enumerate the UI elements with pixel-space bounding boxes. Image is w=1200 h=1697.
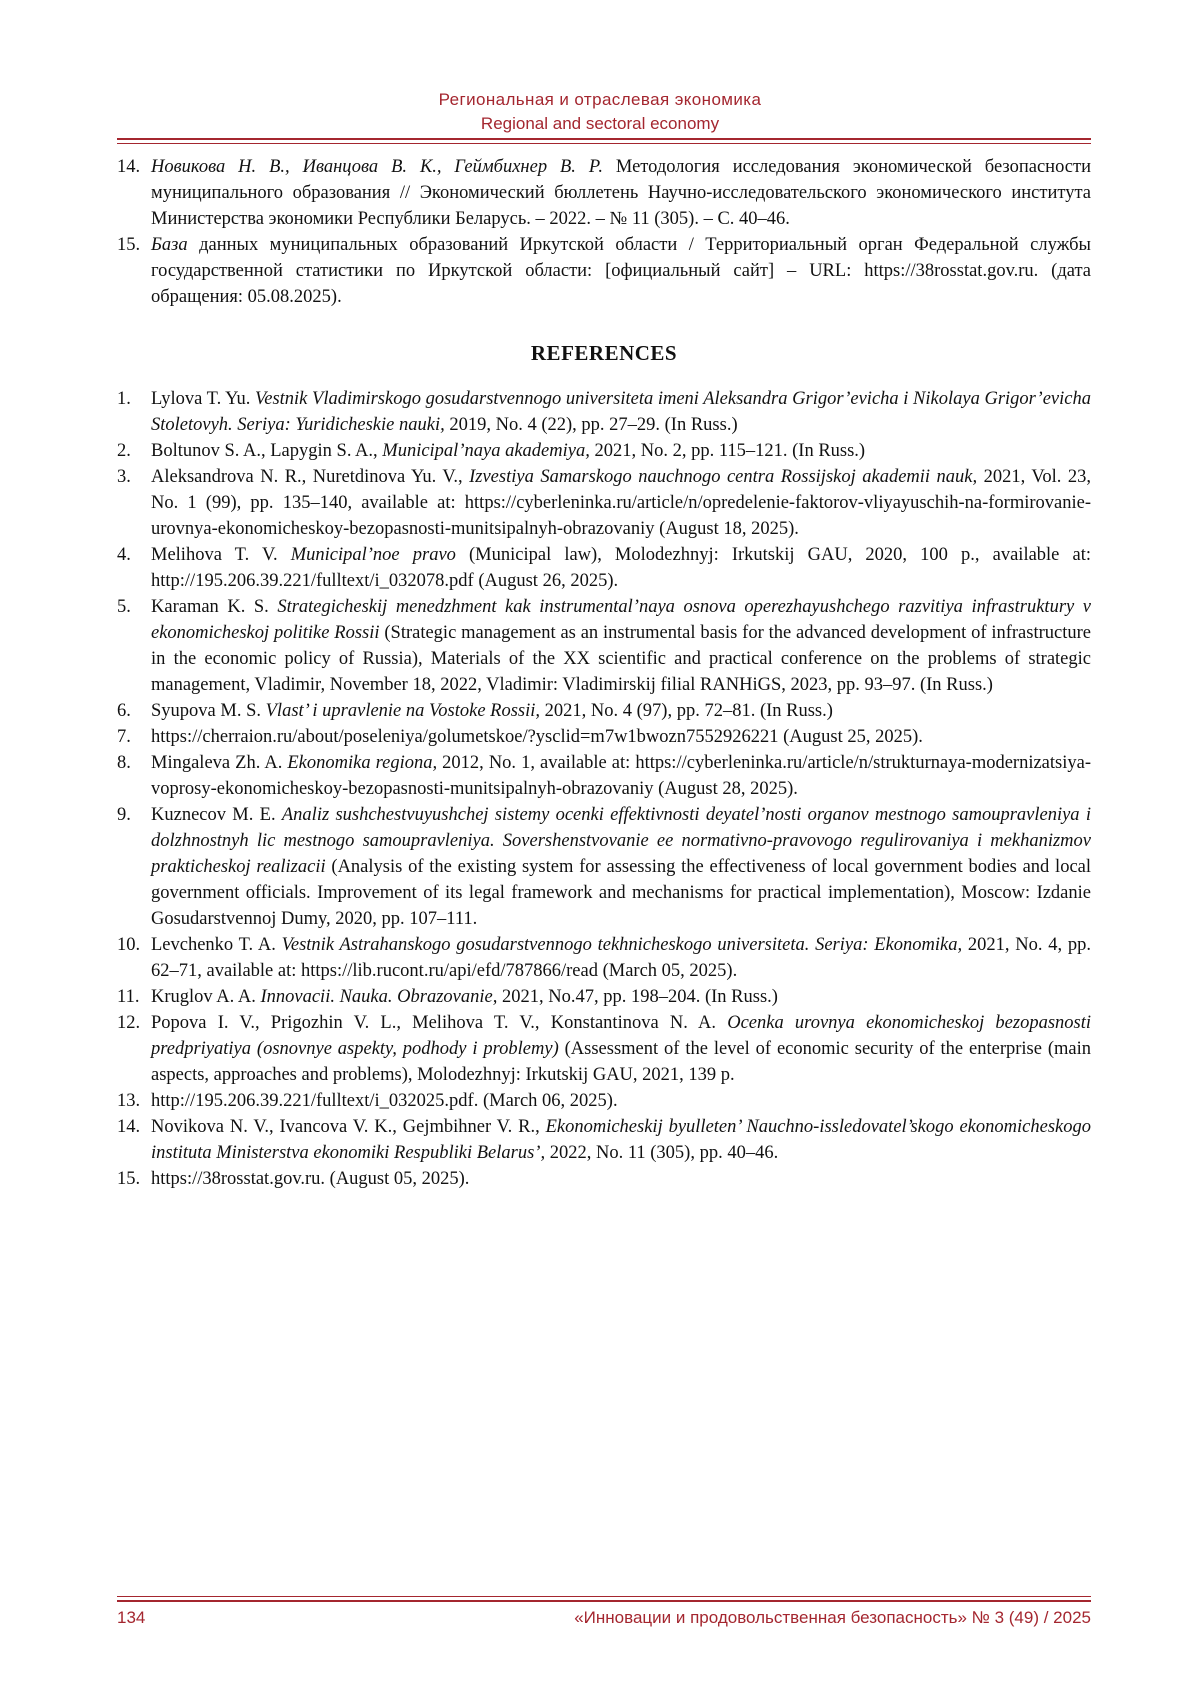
ref-title: Vestnik Astrahanskogo gosudarstvennogo tekhnicheskogo universiteta. Seriya: Ekonomika, xyxy=(281,935,963,955)
ru-reference-item xyxy=(117,232,1091,310)
reference-item xyxy=(117,932,1091,984)
ref-title: Municipal’naya akademiya, xyxy=(382,441,590,461)
reference-item xyxy=(117,984,1091,1010)
ref-suffix: 2021, No. 2, pp. 115–121. (In Russ.) xyxy=(589,441,866,461)
ref-prefix: Novikova N. V., Ivancova V. K., Gejmbihner V. R., xyxy=(151,1117,546,1137)
reference-item xyxy=(117,594,1091,698)
ref-suffix: 2021, No. 4, pp. 62–71, available at: https://lib.rucont.ru/api/efd/787866/read (March 05, 2025). xyxy=(151,935,1091,981)
ref-suffix: (Strategic management as an instrumental basis for the advanced development of infrastructure in the economic policy of Russia), Materials of the XX scientific and practical conference on the problems of strategic management, Vladimir, November 18, 2022, Vladimir: Vladimirskij filial RANHiGS, 2023, pp. 93–97. (In Russ.) xyxy=(151,623,1091,695)
ref-number: 13. xyxy=(117,1091,141,1111)
ref-prefix: Boltunov S. A., Lapygin S. A., xyxy=(151,441,383,461)
ref-prefix: Levchenko T. A. xyxy=(151,935,282,955)
ref-title: Analiz sushchestvuyushchej sistemy ocenki effektivnosti deyatel’nosti organov mestnogo samoupravleniya i dolzhnostnyh lic mestnogo samoupravleniya. Sovershenstvovanie ee normativno-pravovogo regulirovaniya i mekhanizmov prakticheskoj realizacii xyxy=(151,805,1091,877)
journal-citation: «Инновации и продовольственная безопасность» № 3 (49) / 2025 xyxy=(574,1608,1091,1627)
ref-text: данных муниципальных образований Иркутской области / Территориальный орган Федеральной службы государственной статистики по Иркутской области: [официальный сайт] – URL: https://38rosstat.gov.ru. (дата обращения: 05.08.2025). xyxy=(151,235,1091,307)
ref-number: 12. xyxy=(117,1013,141,1033)
reference-item xyxy=(117,1010,1091,1088)
references-heading: REFERENCES xyxy=(530,341,678,365)
ref-suffix: (Municipal law), Molodezhnyj: Irkutskij GAU, 2020, 100 p., available at: http://195.206.39.221/fulltext/i_032078.pdf (August 26, 2025). xyxy=(151,545,1091,591)
ref-number: 5. xyxy=(117,597,131,617)
reference-item xyxy=(117,464,1091,542)
ref-prefix: Lylova T. Yu. xyxy=(151,389,255,409)
ref-number: 9. xyxy=(117,805,131,825)
running-header xyxy=(0,88,1200,136)
ref-number: 3. xyxy=(117,467,131,487)
reference-item xyxy=(117,438,1091,464)
ref-suffix: 2022, No. 11 (305), pp. 40–46. xyxy=(545,1143,779,1163)
ref-number: 8. xyxy=(117,753,131,773)
reference-item xyxy=(117,386,1091,438)
ref-suffix: (Assessment of the level of economic security of the enterprise (main aspects, approaches and problems), Molodezhnyj: Irkutskij GAU, 2021, 139 p. xyxy=(151,1039,1091,1085)
ref-number: 6. xyxy=(117,701,131,721)
reference-item xyxy=(117,542,1091,594)
reference-item xyxy=(117,750,1091,802)
ref-prefix: Mingaleva Zh. A. xyxy=(151,753,288,773)
ref-title: Vlast’ i upravlenie na Vostoke Rossii, xyxy=(265,701,541,721)
header-rule-bottom xyxy=(117,143,1091,144)
ref-title: Izvestiya Samarskogo nauchnogo centra Rossijskoj akademii nauk, xyxy=(469,467,978,487)
ref-suffix: 2021, No.47, pp. 198–204. (In Russ.) xyxy=(497,987,778,1007)
ref-number: 10. xyxy=(117,935,141,955)
ref-prefix: http://195.206.39.221/fulltext/i_032025.pdf. (March 06, 2025). xyxy=(151,1091,618,1111)
ref-title: Ocenka urovnya ekonomicheskoj bezopasnosti predpriyatiya (osnovnye aspekty, podhody i problemy) xyxy=(151,1013,1092,1059)
ref-title: Ekonomicheskij byulleten’ Nauchno-issledovatel’skogo ekonomicheskogo instituta Ministerstva ekonomiki Respubliki Belarus’, xyxy=(151,1117,1091,1163)
ref-number: 11. xyxy=(117,987,140,1007)
header-title-ru: Региональная и отраслевая экономика xyxy=(438,90,762,109)
header-rule-top xyxy=(117,138,1091,140)
ref-suffix: 2019, No. 4 (22), pp. 27–29. (In Russ.) xyxy=(444,415,738,435)
ru-reference-item xyxy=(117,154,1091,232)
ref-text: Методология исследования экономической безопасности муниципального образования // Экономический бюллетень Научно-исследовательского экономического института Министерства экономики Республики Беларусь. – 2022. – № 11 (305). – С. 40–46. xyxy=(151,157,1091,229)
ref-authors: Новикова Н. В., Иванцова В. К., Геймбихнер В. Р. xyxy=(151,157,603,177)
ref-suffix: 2021, No. 4 (97), pp. 72–81. (In Russ.) xyxy=(540,701,833,721)
ref-prefix: Kruglov A. A. xyxy=(151,987,261,1007)
ref-prefix: Aleksandrova N. R., Nuretdinova Yu. V., xyxy=(151,467,470,487)
references-list xyxy=(117,386,1091,1192)
ref-prefix: Karaman K. S. xyxy=(151,597,278,617)
footer-rule-bottom xyxy=(117,1600,1091,1602)
ru-reference-list xyxy=(117,154,1091,310)
reference-item xyxy=(117,1166,1091,1192)
reference-item xyxy=(117,724,1091,750)
ref-number: 4. xyxy=(117,545,131,565)
reference-item xyxy=(117,1114,1091,1166)
reference-item xyxy=(117,698,1091,724)
ref-prefix: https://cherraion.ru/about/poseleniya/golumetskoe/?ysclid=m7w1bwozn7552926221 (August 25, 2025). xyxy=(151,727,923,747)
ref-number: 1. xyxy=(117,389,131,409)
ref-prefix: Popova I. V., Prigozhin V. L., Melihova T. V., Konstantinova N. A. xyxy=(151,1013,728,1033)
ref-number: 14. xyxy=(117,1117,141,1137)
ref-number: 15. xyxy=(117,1169,141,1189)
ref-prefix: Kuznecov M. E. xyxy=(151,805,282,825)
ref-number: 2. xyxy=(117,441,131,461)
ref-prefix: Syupova M. S. xyxy=(151,701,266,721)
reference-item xyxy=(117,1088,1091,1114)
reference-body xyxy=(117,154,1091,1192)
ref-title: Ekonomika regiona, xyxy=(287,753,438,773)
ref-suffix: 2012, No. 1, available at: https://cyberleninka.ru/article/n/strukturnaya-modernizatsiya-voprosy-ekonomicheskoy-bezopasnosti-munitsipalnyh-obrazovaniy (August 28, 2025). xyxy=(151,753,1091,799)
ref-number: 14. xyxy=(117,157,141,177)
ref-prefix: https://38rosstat.gov.ru. (August 05, 2025). xyxy=(151,1169,470,1189)
page-number: 134 xyxy=(117,1608,146,1627)
ref-suffix: (Analysis of the existing system for assessing the effectiveness of local government bodies and local government officials. Improvement of its legal framework and mechanisms for practical implementation), Moscow: Izdanie Gosudarstvennoj Dumy, 2020, pp. 107–111. xyxy=(151,857,1092,929)
ref-title: Innovacii. Nauka. Obrazovanie, xyxy=(260,987,498,1007)
ref-title: Vestnik Vladimirskogo gosudarstvennogo universiteta imeni Aleksandra Grigor’evicha i Nikolaya Grigor’evicha Stoletovyh. Seriya: Yuridicheskie nauki, xyxy=(151,389,1091,435)
ref-number: 7. xyxy=(117,727,131,747)
ref-authors: База xyxy=(151,235,188,255)
ref-number: 15. xyxy=(117,235,141,255)
ref-prefix: Melihova T. V. xyxy=(151,545,291,565)
ref-suffix: 2021, Vol. 23, No. 1 (99), pp. 135–140, available at: https://cyberleninka.ru/article/n/opredelenie-faktorov-vliyayuschih-na-formirovanie-urovnya-ekonomicheskoy-bezopasnosti-munitsipalnyh-obrazovaniy (August 18, 2025). xyxy=(151,467,1091,539)
reference-item xyxy=(117,802,1091,932)
header-title-en: Regional and sectoral economy xyxy=(480,114,720,133)
ref-title: Municipal’noe pravo xyxy=(290,545,456,565)
footer-rule-top xyxy=(117,1596,1091,1597)
ref-title: Strategicheskij menedzhment kak instrumental’naya osnova operezhayushchego razvitiya infrastruktury v ekonomicheskoj politike Rossii xyxy=(151,597,1091,643)
